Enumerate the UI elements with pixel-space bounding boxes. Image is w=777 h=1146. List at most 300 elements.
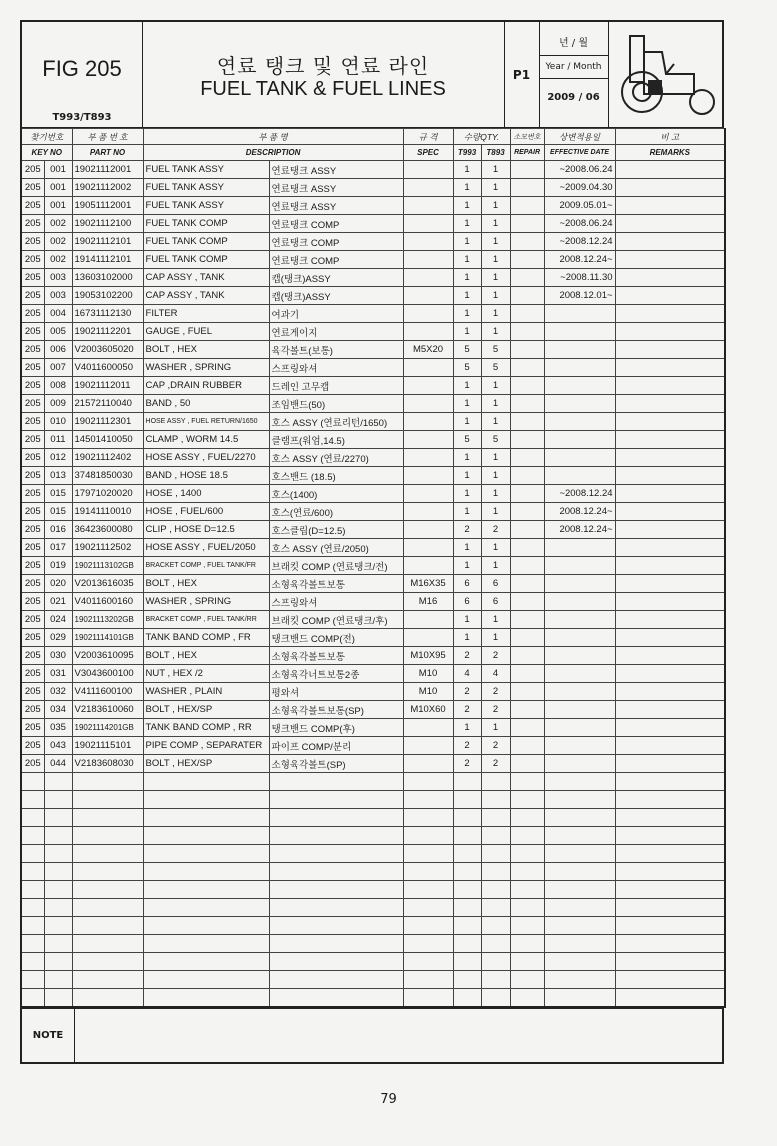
table-cell: 5 (453, 359, 481, 377)
table-cell (615, 395, 725, 413)
table-cell (544, 611, 615, 629)
table-cell: 19141110010 (72, 503, 143, 521)
table-cell (510, 989, 544, 1008)
table-row (21, 989, 725, 1008)
table-cell: 2008.12.24~ (544, 521, 615, 539)
table-cell: 205 (21, 485, 44, 503)
table-cell (615, 809, 725, 827)
table-cell (544, 935, 615, 953)
model-name: T993/T893 (52, 112, 112, 123)
table-cell (403, 521, 453, 539)
table-cell: 5 (481, 431, 510, 449)
table-cell: 2 (481, 755, 510, 773)
table-cell (544, 341, 615, 359)
table-cell: 205 (21, 269, 44, 287)
table-cell: 1 (453, 215, 481, 233)
table-cell: 1 (481, 161, 510, 179)
table-cell (481, 917, 510, 935)
table-row (21, 233, 725, 251)
table-cell: 연료탱크 ASSY (269, 197, 403, 215)
table-cell (143, 953, 269, 971)
table-cell (453, 863, 481, 881)
table-cell: 017 (44, 539, 72, 557)
table-cell (143, 827, 269, 845)
table-cell (21, 881, 44, 899)
table-cell (544, 917, 615, 935)
table-cell (21, 827, 44, 845)
table-cell: 024 (44, 611, 72, 629)
col-spec-ko: 규 격 (403, 129, 453, 145)
table-cell (403, 467, 453, 485)
table-cell (403, 323, 453, 341)
table-cell: 소형육각너트보통2종 (269, 665, 403, 683)
table-cell (544, 899, 615, 917)
table-cell: 스프링와셔 (269, 359, 403, 377)
table-cell: 205 (21, 683, 44, 701)
table-cell: 004 (44, 305, 72, 323)
table-cell (544, 593, 615, 611)
table-cell: 002 (44, 215, 72, 233)
table-row (21, 539, 725, 557)
table-cell (510, 575, 544, 593)
table-cell: 1 (453, 629, 481, 647)
table-cell: 소형육각볼트보통 (269, 575, 403, 593)
table-cell: 1 (481, 305, 510, 323)
table-cell: 2 (453, 737, 481, 755)
table-cell: BAND , 50 (143, 395, 269, 413)
table-cell (481, 773, 510, 791)
table-cell (143, 881, 269, 899)
table-cell (510, 287, 544, 305)
table-cell: 파이프 COMP/분리 (269, 737, 403, 755)
table-cell: 1 (481, 413, 510, 431)
table-cell (510, 341, 544, 359)
table-cell: 21572110040 (72, 395, 143, 413)
table-cell (615, 737, 725, 755)
table-cell (453, 809, 481, 827)
table-cell (481, 881, 510, 899)
table-cell (269, 953, 403, 971)
table-cell: 1 (453, 251, 481, 269)
table-cell (615, 431, 725, 449)
table-row (21, 773, 725, 791)
table-cell (403, 287, 453, 305)
table-cell (21, 809, 44, 827)
table-cell: FUEL TANK COMP (143, 215, 269, 233)
table-row (21, 935, 725, 953)
table-cell (143, 971, 269, 989)
table-cell (403, 935, 453, 953)
table-cell (21, 845, 44, 863)
table-cell (269, 917, 403, 935)
table-cell: 003 (44, 287, 72, 305)
table-cell: 031 (44, 665, 72, 683)
col-desc-en: DESCRIPTION (143, 145, 403, 161)
table-cell: 19021113202GB (72, 611, 143, 629)
table-cell (481, 953, 510, 971)
table-cell (510, 737, 544, 755)
table-cell (269, 809, 403, 827)
table-cell (544, 827, 615, 845)
table-cell (143, 791, 269, 809)
table-cell: 020 (44, 575, 72, 593)
table-cell: 19021112002 (72, 179, 143, 197)
table-cell: 1 (453, 233, 481, 251)
table-cell: 1 (481, 233, 510, 251)
table-cell: 2008.12.01~ (544, 287, 615, 305)
table-cell (481, 899, 510, 917)
table-cell (269, 899, 403, 917)
table-cell (544, 413, 615, 431)
table-cell: 호스밴드 (18.5) (269, 467, 403, 485)
table-row (21, 755, 725, 773)
table-cell (615, 647, 725, 665)
table-cell (143, 773, 269, 791)
table-cell (544, 557, 615, 575)
table-cell (143, 809, 269, 827)
table-cell: 205 (21, 323, 44, 341)
table-cell (510, 845, 544, 863)
table-cell: 205 (21, 215, 44, 233)
table-cell (403, 737, 453, 755)
table-cell: 2 (453, 755, 481, 773)
table-cell (615, 575, 725, 593)
page-box (504, 22, 540, 128)
table-cell: 015 (44, 485, 72, 503)
table-cell (615, 899, 725, 917)
table-cell (44, 971, 72, 989)
table-cell: M16 (403, 593, 453, 611)
table-cell (21, 971, 44, 989)
table-cell (403, 971, 453, 989)
table-cell (510, 503, 544, 521)
table-cell: ~2008.12.24 (544, 233, 615, 251)
table-cell (403, 485, 453, 503)
table-cell (403, 197, 453, 215)
table-cell (544, 791, 615, 809)
header-row-korean (21, 129, 725, 145)
table-cell: FUEL TANK ASSY (143, 179, 269, 197)
table-row (21, 611, 725, 629)
table-cell: 1 (453, 269, 481, 287)
table-cell: 021 (44, 593, 72, 611)
table-cell (615, 773, 725, 791)
table-cell: 1 (481, 539, 510, 557)
table-cell: 1 (453, 287, 481, 305)
table-cell (453, 881, 481, 899)
table-cell: ~2008.12.24 (544, 485, 615, 503)
table-cell: 1 (453, 467, 481, 485)
table-cell: BAND , HOSE 18.5 (143, 467, 269, 485)
table-cell: V2013616035 (72, 575, 143, 593)
col-repair-ko: 소모번호 (510, 129, 544, 145)
table-cell (44, 899, 72, 917)
table-row (21, 701, 725, 719)
table-cell (44, 827, 72, 845)
table-cell (510, 521, 544, 539)
table-cell: 002 (44, 233, 72, 251)
table-cell (44, 989, 72, 1008)
table-cell: V4011600160 (72, 593, 143, 611)
table-cell (544, 629, 615, 647)
table-cell: 1 (481, 323, 510, 341)
table-cell: 001 (44, 179, 72, 197)
table-cell: 1 (481, 719, 510, 737)
table-cell: 205 (21, 737, 44, 755)
parts-page (20, 20, 724, 1064)
table-cell (615, 701, 725, 719)
title-korean: 연료 탱크 및 연료 라인 (216, 54, 430, 78)
table-cell: 205 (21, 233, 44, 251)
table-cell (544, 755, 615, 773)
table-cell (72, 971, 143, 989)
table-row (21, 971, 725, 989)
table-cell (615, 557, 725, 575)
table-row (21, 557, 725, 575)
table-cell: 015 (44, 503, 72, 521)
table-cell (544, 809, 615, 827)
date-label-korean: 년 / 월 (558, 38, 589, 49)
table-cell: 205 (21, 557, 44, 575)
table-cell: 연료탱크 ASSY (269, 179, 403, 197)
table-cell (453, 791, 481, 809)
table-cell: NUT , HEX /2 (143, 665, 269, 683)
col-part-en: PART NO (72, 145, 143, 161)
table-cell: CLAMP , WORM 14.5 (143, 431, 269, 449)
table-cell: CAP ,DRAIN RUBBER (143, 377, 269, 395)
table-cell (403, 755, 453, 773)
table-cell: 1 (453, 449, 481, 467)
table-cell (510, 791, 544, 809)
table-cell: M10X95 (403, 647, 453, 665)
table-cell (615, 485, 725, 503)
table-cell (615, 359, 725, 377)
table-cell: 드레인 고무캡 (269, 377, 403, 395)
table-cell (44, 935, 72, 953)
table-cell: 205 (21, 611, 44, 629)
table-cell: 016 (44, 521, 72, 539)
table-cell: M10 (403, 683, 453, 701)
table-cell: 4 (481, 665, 510, 683)
table-cell (21, 989, 44, 1008)
table-cell: 005 (44, 323, 72, 341)
table-cell: 205 (21, 593, 44, 611)
table-row (21, 593, 725, 611)
table-cell: 19021112402 (72, 449, 143, 467)
table-cell: 19021114101GB (72, 629, 143, 647)
table-cell: V3043600100 (72, 665, 143, 683)
table-cell: 캡(탱크)ASSY (269, 287, 403, 305)
note-content (75, 1009, 722, 1062)
table-cell: 클램프(워엄,14.5) (269, 431, 403, 449)
table-cell: 205 (21, 539, 44, 557)
table-cell (510, 953, 544, 971)
table-row (21, 791, 725, 809)
table-cell: 19021112301 (72, 413, 143, 431)
table-cell (615, 269, 725, 287)
table-cell: 연료탱크 COMP (269, 251, 403, 269)
col-qty-t893: T893 (481, 145, 510, 161)
table-cell: 012 (44, 449, 72, 467)
table-cell (544, 449, 615, 467)
table-cell (403, 449, 453, 467)
table-cell (615, 683, 725, 701)
title-english: FUEL TANK & FUEL LINES (200, 78, 446, 100)
table-cell: V4011600050 (72, 359, 143, 377)
col-remarks-en: REMARKS (615, 145, 725, 161)
table-cell: 205 (21, 467, 44, 485)
table-cell: 205 (21, 395, 44, 413)
table-cell (72, 863, 143, 881)
table-cell: 호스 ASSY (연료/2050) (269, 539, 403, 557)
table-cell (403, 809, 453, 827)
col-eff-ko: 상변적용일 (544, 129, 615, 145)
table-cell: 여과기 (269, 305, 403, 323)
table-cell (544, 683, 615, 701)
table-cell (269, 881, 403, 899)
table-cell (72, 827, 143, 845)
date-value: 2009 / 06 (547, 92, 600, 103)
table-cell (615, 161, 725, 179)
table-cell: GAUGE , FUEL (143, 323, 269, 341)
table-cell: 044 (44, 755, 72, 773)
table-cell: FUEL TANK COMP (143, 233, 269, 251)
table-cell (403, 503, 453, 521)
table-cell (615, 953, 725, 971)
table-cell (544, 323, 615, 341)
table-cell (544, 575, 615, 593)
table-row (21, 629, 725, 647)
table-cell: 5 (481, 341, 510, 359)
table-cell: 브래킷 COMP (연료탱크/후) (269, 611, 403, 629)
table-cell: 205 (21, 719, 44, 737)
table-cell: 16731112130 (72, 305, 143, 323)
table-cell: 019 (44, 557, 72, 575)
table-row (21, 305, 725, 323)
table-cell (403, 215, 453, 233)
table-cell (403, 989, 453, 1008)
table-cell (510, 719, 544, 737)
col-desc-ko: 부 품 명 (143, 129, 403, 145)
table-cell (510, 647, 544, 665)
table-cell (403, 863, 453, 881)
table-cell (403, 413, 453, 431)
table-cell (72, 899, 143, 917)
table-cell: 205 (21, 341, 44, 359)
col-repair-en: REPAIR (510, 145, 544, 161)
table-cell (615, 593, 725, 611)
table-cell: CLIP , HOSE D=12.5 (143, 521, 269, 539)
table-cell: 브래킷 COMP (연료탱크/전) (269, 557, 403, 575)
table-row (21, 179, 725, 197)
table-cell (544, 359, 615, 377)
table-row (21, 413, 725, 431)
table-cell: V4111600100 (72, 683, 143, 701)
tractor-icon (608, 22, 724, 128)
table-cell (510, 827, 544, 845)
table-cell (453, 899, 481, 917)
table-cell (143, 917, 269, 935)
table-cell (21, 791, 44, 809)
table-cell (510, 629, 544, 647)
table-cell (143, 899, 269, 917)
table-cell (453, 989, 481, 1008)
table-cell: HOSE ASSY , FUEL/2270 (143, 449, 269, 467)
table-cell: 호스(연료/600) (269, 503, 403, 521)
table-cell (510, 161, 544, 179)
table-cell (510, 395, 544, 413)
table-cell: 6 (453, 575, 481, 593)
table-cell: CAP ASSY , TANK (143, 287, 269, 305)
figure-box (22, 22, 143, 128)
table-row (21, 953, 725, 971)
table-cell: 205 (21, 521, 44, 539)
table-cell (403, 557, 453, 575)
table-cell: 호스(1400) (269, 485, 403, 503)
table-row (21, 719, 725, 737)
table-cell (403, 179, 453, 197)
table-cell: 1 (481, 449, 510, 467)
table-cell: 2 (453, 701, 481, 719)
table-cell (21, 863, 44, 881)
table-row (21, 341, 725, 359)
col-qty-ko: 수량QTY. (453, 129, 510, 145)
table-cell: ~2008.11.30 (544, 269, 615, 287)
table-cell (510, 413, 544, 431)
table-cell (544, 701, 615, 719)
table-cell (44, 791, 72, 809)
table-cell (44, 953, 72, 971)
table-cell: 205 (21, 701, 44, 719)
table-cell (510, 233, 544, 251)
table-cell (615, 233, 725, 251)
table-cell (453, 935, 481, 953)
table-cell: 19021113102GB (72, 557, 143, 575)
table-cell: 002 (44, 251, 72, 269)
col-eff-en: EFFECTIVE DATE (544, 145, 615, 161)
table-cell: HOSE , FUEL/600 (143, 503, 269, 521)
table-row (21, 359, 725, 377)
table-cell: 010 (44, 413, 72, 431)
table-cell: 5 (453, 341, 481, 359)
table-cell (510, 359, 544, 377)
table-cell (72, 953, 143, 971)
table-cell: 연료탱크 COMP (269, 215, 403, 233)
table-cell: 6 (481, 575, 510, 593)
table-cell (143, 989, 269, 1008)
table-cell: PIPE COMP , SEPARATER (143, 737, 269, 755)
table-cell (481, 827, 510, 845)
table-cell: 1 (481, 467, 510, 485)
table-cell (615, 341, 725, 359)
table-cell (403, 611, 453, 629)
table-cell (510, 809, 544, 827)
table-cell: BOLT , HEX (143, 575, 269, 593)
table-cell (544, 377, 615, 395)
table-cell: 19021114201GB (72, 719, 143, 737)
table-cell (615, 287, 725, 305)
col-key-en: KEY NO (21, 145, 72, 161)
table-row (21, 809, 725, 827)
table-cell (481, 935, 510, 953)
table-cell: 205 (21, 647, 44, 665)
table-cell (481, 791, 510, 809)
table-row (21, 377, 725, 395)
table-cell: 2 (481, 683, 510, 701)
table-cell: 조임밴드(50) (269, 395, 403, 413)
table-cell (403, 899, 453, 917)
table-cell (544, 989, 615, 1008)
